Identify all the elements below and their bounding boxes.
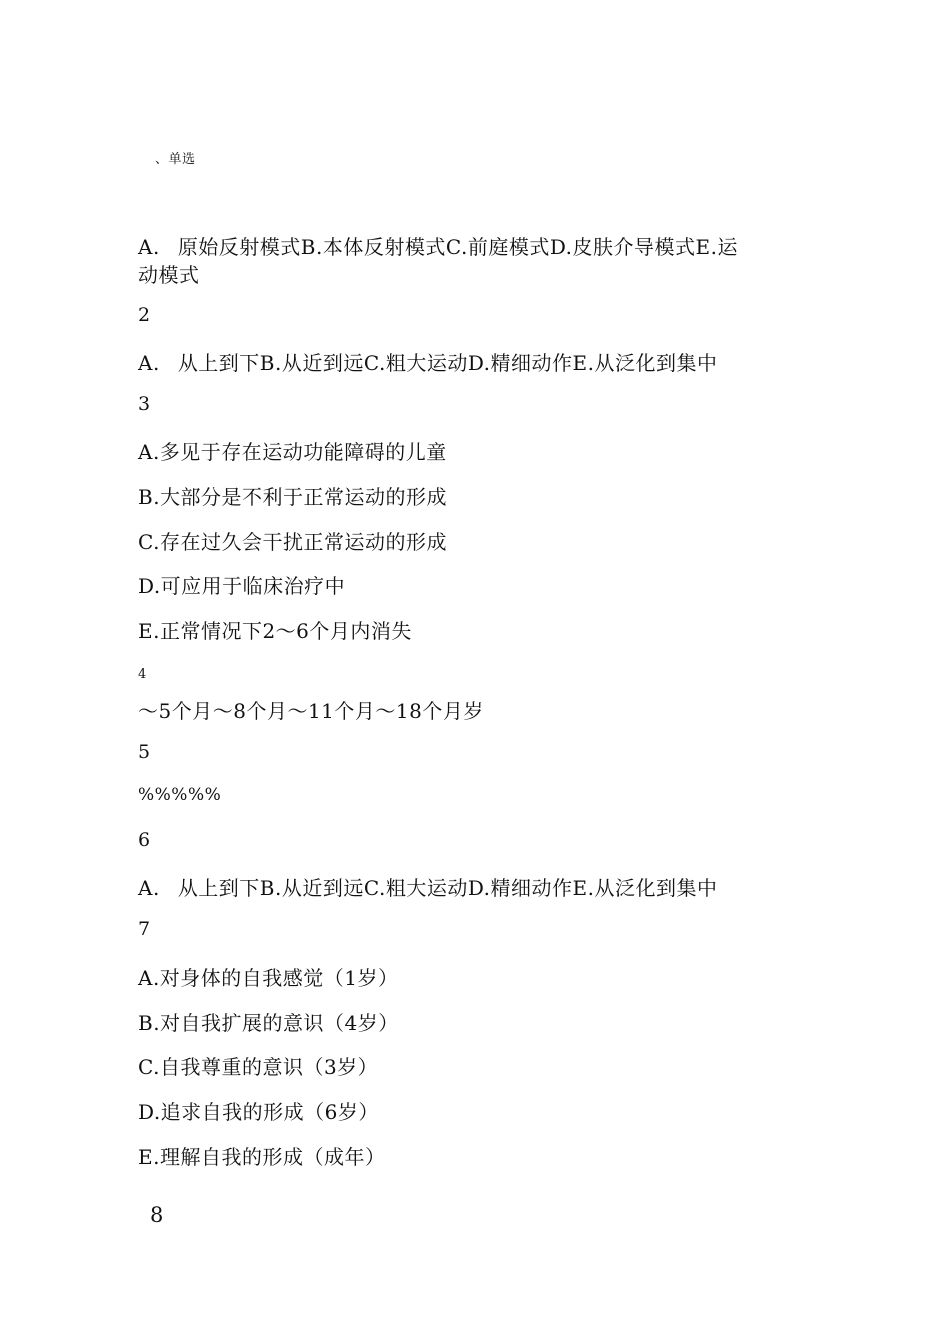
q7-option-d: D.追求自我的形成（6岁） (138, 1100, 379, 1124)
q3-option-b: B.大部分是不利于正常运动的形成 (138, 485, 448, 509)
q7-option-e: E.理解自我的形成（成年） (138, 1145, 386, 1169)
q3-option-e: E.正常情况下2〜6个月内消失 (138, 619, 412, 643)
q2-prefix: A. (138, 351, 160, 375)
q6-number: 6 (138, 829, 151, 851)
q3-number: 3 (138, 393, 151, 415)
q6-prefix: A. (138, 876, 160, 900)
q3-option-c: C.存在过久会干扰正常运动的形成 (138, 530, 447, 554)
q4-number: 4 (138, 667, 147, 682)
q7-number: 7 (138, 918, 151, 940)
q7-option-a: A.对身体的自我感觉（1岁） (138, 966, 399, 990)
q2-options (138, 347, 717, 376)
q1-prefix: A. (138, 235, 160, 259)
q4-options: 〜5个月〜8个月〜11个月〜18个月岁 (138, 699, 484, 723)
q6-options-text: 从上到下B.从近到远C.粗大运动D.精细动作E.从泛化到集中 (177, 876, 718, 900)
q1-options-text: 原始反射模式B.本体反射模式C.前庭模式D.皮肤介导模式E.运 (177, 235, 738, 259)
q3-option-a: A.多见于存在运动功能障碍的儿童 (138, 440, 447, 464)
q7-option-b: B.对自我扩展的意识（4岁） (138, 1011, 399, 1035)
q5-number: 5 (138, 741, 151, 763)
q2-number: 2 (138, 304, 151, 326)
q1-options-line1 (138, 231, 738, 260)
q8-number: 8 (150, 1203, 164, 1227)
q1-options-line2: 动模式 (138, 263, 200, 287)
section-heading: 、单选 (155, 152, 196, 167)
q7-option-c: C.自我尊重的意识（3岁） (138, 1055, 379, 1079)
q3-option-d: D.可应用于临床治疗中 (138, 574, 346, 598)
q2-options-text: 从上到下B.从近到远C.粗大运动D.精细动作E.从泛化到集中 (177, 351, 718, 375)
q6-options (138, 872, 717, 901)
q5-options: %%%%% (138, 785, 222, 805)
